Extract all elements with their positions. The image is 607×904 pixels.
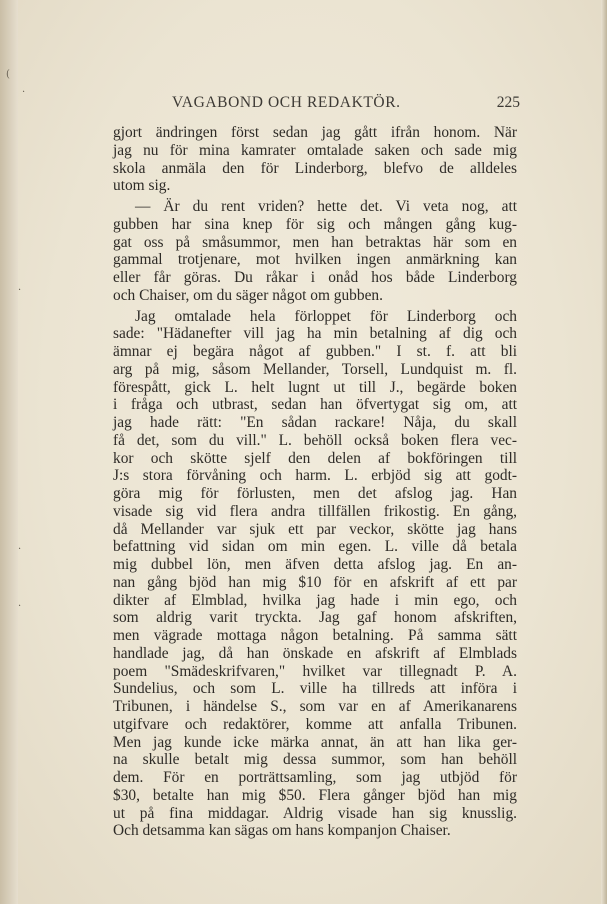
text-line: dikter af Elmblad, hvilka jag hade i min ego, och xyxy=(113,591,517,609)
text-line: gat oss på småsummor, men han betraktas här som en xyxy=(113,233,517,251)
text-line: ämnar ej begära något af gubben." I st. f. att bli xyxy=(113,343,517,360)
text-line: utgifvare och redaktörer, komme att anfalla Tribunen. xyxy=(113,715,517,733)
margin-speck: · xyxy=(22,87,26,98)
page-number: 225 xyxy=(496,94,520,111)
margin-speck: ( xyxy=(6,69,10,80)
text-line: Jag omtalade hela förloppet för Linderborg och xyxy=(135,307,517,325)
text-line: som aldrig varit tryckta. Jag gaf honom afskriften, xyxy=(113,609,517,627)
text-line: Men jag kunde icke märka annat, än att han lika ger- xyxy=(113,733,517,751)
text-line: visade sig vid flera andra tillfällen frikostig. En gång, xyxy=(113,502,517,520)
text-line: Sundelius, och som L. ville ha tillreds att införa i xyxy=(113,680,517,698)
text-line: poem "Smädeskrifvaren," hvilket var tillegnadt P. A. xyxy=(113,662,517,680)
text-line: sade: "Hädanefter vill jag ha min betalning af dig och xyxy=(113,325,517,343)
page-edge-shadow xyxy=(601,0,607,904)
text-line: befattning vid sidan om min egen. L. ville då betala xyxy=(113,538,517,556)
text-line: dem. För en porträttsamling, som jag utbjöd för xyxy=(113,769,517,786)
text-line: kor och skötte sjelf den delen af bokföringen till xyxy=(113,449,517,467)
text-line: jag hade rätt: "En sådan rackare! Nåja, du skall xyxy=(113,414,517,431)
text-line: då Mellander var sjuk ett par veckor, skötte jag hans xyxy=(113,520,517,538)
margin-speck: · xyxy=(18,544,22,555)
text-line: i fråga och utbrast, sedan han öfvertygat sig om, att xyxy=(113,396,517,414)
text-line: gubben har sina knep för sig och mången gång kug- xyxy=(113,215,517,233)
text-line: mig dubbel lön, men äfven detta afslog jag. En an- xyxy=(113,556,517,573)
paragraph xyxy=(113,308,517,841)
text-line: förespått, gick L. helt lugnt ut till J., begärde boken xyxy=(113,378,517,396)
running-title: VAGABOND OCH REDAKTÖR. xyxy=(172,94,401,111)
text-line: göra mig för förlusten, men det afslog jag. Han xyxy=(113,485,517,502)
running-head xyxy=(112,94,520,116)
body-text xyxy=(113,124,517,840)
text-line: utom sig. xyxy=(113,177,171,195)
text-line: — Är du rent vriden? hette det. Vi veta nog, att xyxy=(135,198,517,215)
text-line: men vägrade mottaga någon betalning. På samma sätt xyxy=(113,627,517,644)
text-line: och Chaiser, om du säger något om gubben. xyxy=(113,286,383,304)
text-line: $30, betalte han mig $50. Flera gånger bjöd han mig xyxy=(113,786,517,804)
paragraph xyxy=(113,124,517,195)
text-line: arg på mig, såsom Mellander, Torsell, Lundquist m. fl. xyxy=(113,360,517,378)
margin-speck: · xyxy=(18,285,22,296)
text-line: eller får göras. Du råkar i onåd hos både Linderborg xyxy=(113,269,517,286)
text-line: ut på fina middagar. Aldrig visade han sig knusslig. xyxy=(113,804,517,822)
text-line: handlade jag, då han önskade en afskrift af Elmblads xyxy=(113,644,517,662)
paragraph xyxy=(113,198,517,305)
text-line: gjort ändringen först sedan jag gått ifrån honom. När xyxy=(113,124,517,141)
text-line: J:s stora förvåning och harm. L. erbjöd sig att godt- xyxy=(113,467,517,485)
text-line: Och detsamma kan sägas om hans kompanjon Chaiser. xyxy=(113,822,451,840)
page-gutter-shadow xyxy=(0,0,18,904)
text-line: gammal trotjenare, mot hvilken ingen anmärkning kan xyxy=(113,251,517,269)
text-line: na skulle betalt mig dessa summor, som han behöll xyxy=(113,751,517,769)
text-line: Tribunen, i händelse S., som var en af Amerikanarens xyxy=(113,698,517,715)
margin-speck: · xyxy=(18,601,22,612)
text-line: skola anmäla den för Linderborg, blefvo de alldeles xyxy=(113,159,517,177)
text-line: nan gång bjöd han mig $10 för en afskrift af ett par xyxy=(113,573,517,591)
text-line: få det, som du vill." L. behöll också boken flera vec- xyxy=(113,431,517,449)
text-line: jag nu för mina kamrater omtalade saken och sade mig xyxy=(113,141,517,159)
